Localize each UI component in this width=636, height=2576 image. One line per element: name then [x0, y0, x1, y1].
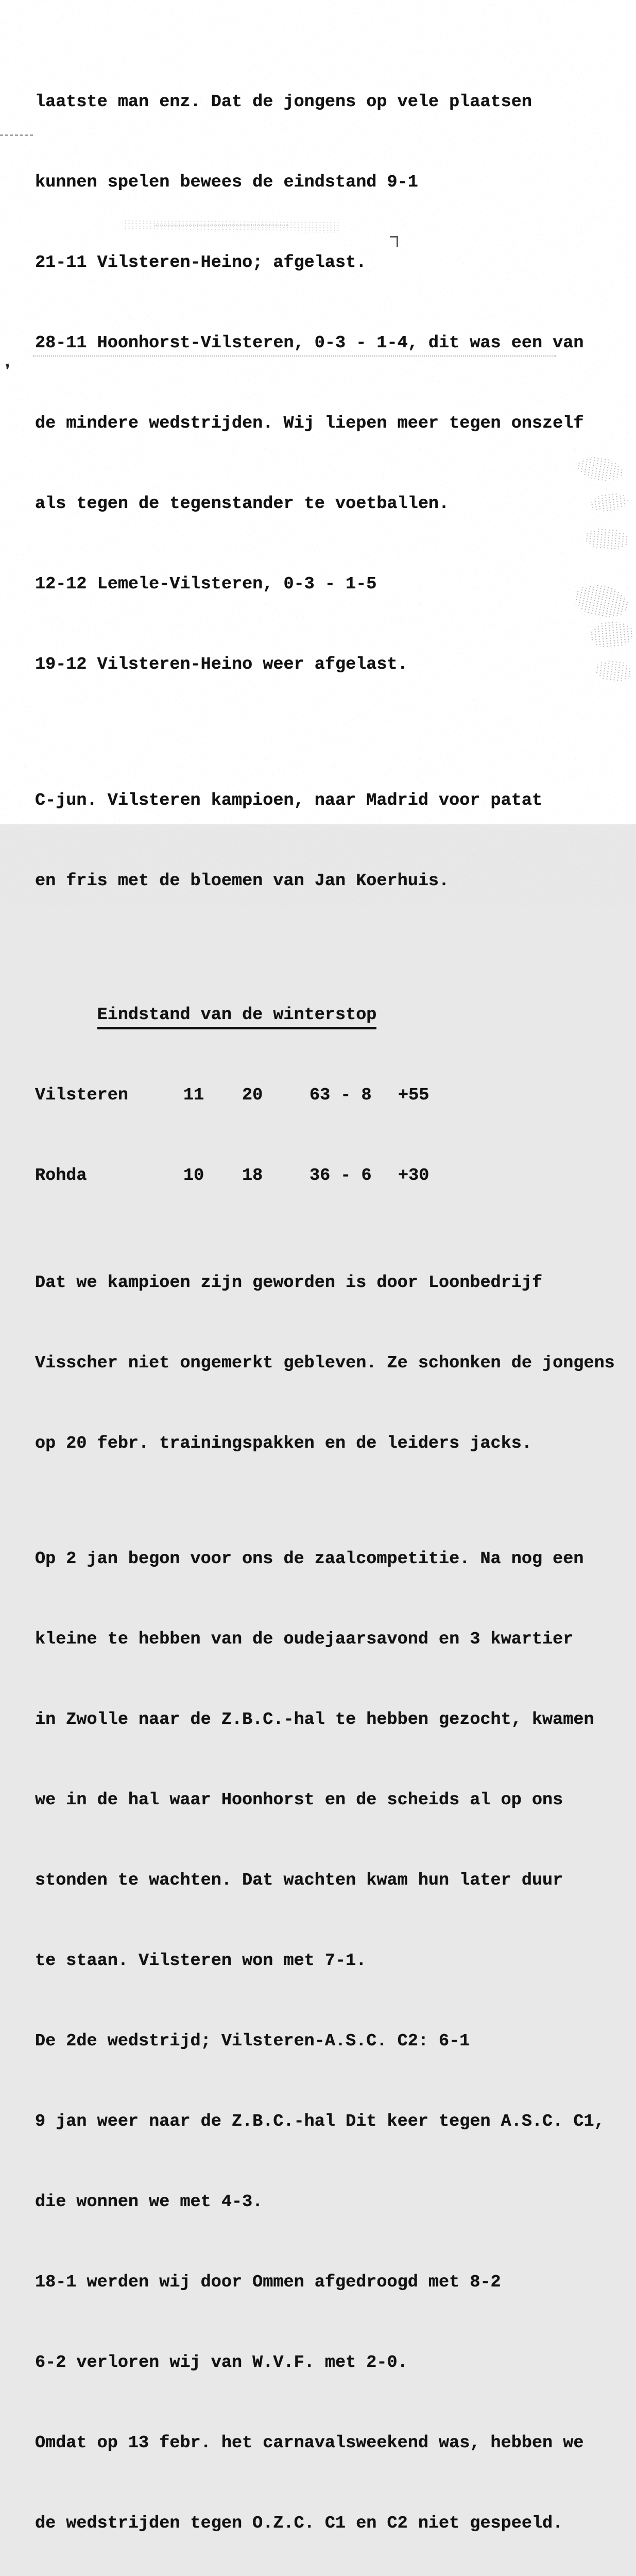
text-line: en fris met de bloemen van Jan Koerhuis.: [35, 871, 450, 891]
section-heading-text: Eindstand van de winterstop: [97, 1003, 377, 1029]
text-line: kleine te hebben van de oudejaarsavond en 3 kwartier: [35, 1630, 574, 1649]
text-line: 21-11 Vilsteren-Heino; afgelast.: [35, 253, 367, 273]
text-line: als tegen de tegenstander te voetballen.: [35, 494, 450, 514]
text-line: die wonnen we met 4-3.: [35, 2192, 263, 2212]
table-cell-played: 10: [183, 1166, 204, 1185]
standings-row: [35, 1162, 630, 1189]
text-line: 18-1 werden wij door Ommen afgedroogd met 8-2: [35, 2273, 501, 2292]
table-cell-team: Rohda: [35, 1166, 87, 1185]
table-cell-team: Vilsteren: [35, 1086, 128, 1105]
section-heading: [35, 975, 630, 1025]
text-line: Omdat op 13 febr. het carnavalsweekend was, hebben we: [35, 2433, 584, 2453]
text-line: te staan. Vilsteren won met 7-1.: [35, 1951, 367, 1971]
text-line: Op 2 jan begon voor ons de zaalcompetitie. Na nog een: [35, 1549, 584, 1569]
text-line: in Zwolle naar de Z.B.C.-hal te hebben gezocht, kwamen: [35, 1710, 594, 1730]
text-line: 12-12 Lemele-Vilsteren, 0-3 - 1-5: [35, 574, 377, 594]
text-line: laatste man enz. Dat de jongens op vele plaatsen: [35, 92, 532, 112]
text-line: De 2de wedstrijd; Vilsteren-A.S.C. C2: 6-1: [35, 2031, 470, 2051]
pen-tick-mark: ,: [1, 352, 12, 371]
text-line: 19-12 Vilsteren-Heino weer afgelast.: [35, 655, 408, 674]
table-cell-points: 20: [242, 1086, 263, 1105]
typewritten-text: [35, 8, 630, 2576]
table-cell-points: 18: [242, 1166, 263, 1185]
text-line: Visscher niet ongemerkt gebleven. Ze schonken de jongens: [35, 1353, 615, 1373]
text-line: de mindere wedstrijden. Wij liepen meer tegen onszelf: [35, 414, 584, 433]
text-line: 6-2 verloren wij van W.V.F. met 2-0.: [35, 2353, 408, 2372]
text-line: stonden te wachten. Dat wachten kwam hun later duur: [35, 1871, 563, 1890]
text-line: C-jun. Vilsteren kampioen, naar Madrid voor patat: [35, 791, 543, 810]
text-line: Dat we kampioen zijn geworden is door Loonbedrijf: [35, 1273, 543, 1293]
table-cell-diff: +30: [398, 1166, 429, 1185]
pencil-dash-mark: [0, 134, 33, 136]
table-cell-diff: +55: [398, 1086, 429, 1105]
table-cell-played: 11: [183, 1086, 204, 1105]
text-line: 9 jan weer naar de Z.B.C.-hal Dit keer tegen A.S.C. C1,: [35, 2112, 605, 2131]
text-line: de wedstrijden tegen O.Z.C. C1 en C2 niet gespeeld.: [35, 2514, 563, 2533]
table-cell-goals: 36 - 6: [310, 1166, 372, 1185]
table-cell-goals: 63 - 8: [310, 1086, 372, 1105]
text-line: we in de hal waar Hoonhorst en de scheids al op ons: [35, 1790, 563, 1810]
standings-row: [35, 1082, 630, 1109]
text-line: 28-11 Hoonhorst-Vilsteren, 0-3 - 1-4, dit was een van: [35, 333, 584, 353]
text-line: op 20 febr. trainingspakken en de leiders jacks.: [35, 1434, 532, 1453]
text-line: kunnen spelen bewees de eindstand 9-1: [35, 173, 418, 192]
